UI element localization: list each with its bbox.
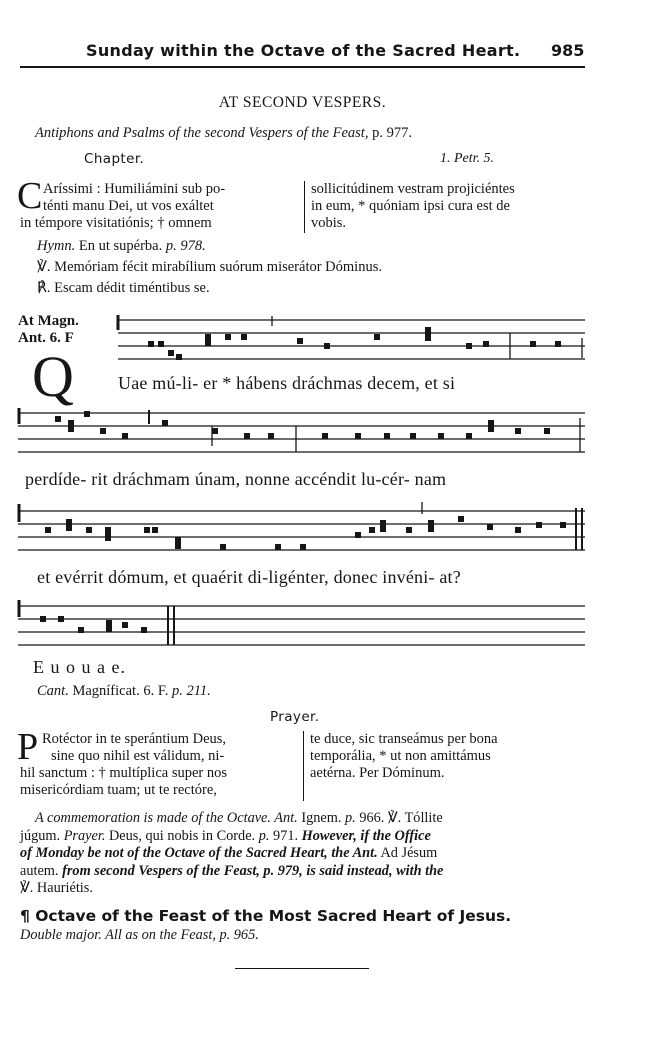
versicle-line: ℣. Memóriam fécit mirabílium suórum miserátor Dóminus. — [37, 259, 382, 275]
prayer-column-divider — [303, 731, 304, 801]
chapter-drop-cap: C — [17, 175, 43, 217]
header-rule — [20, 66, 585, 68]
chapter-right-column — [311, 181, 515, 232]
hymn-line: Hymn. En ut supérba. p. 978. — [37, 238, 206, 254]
chant-staff-4 — [0, 598, 653, 650]
chant-staff-3 — [0, 500, 653, 554]
octave-heading: ¶ Octave of the Feast of the Most Sacred Heart of Jesus. — [20, 907, 512, 925]
antiphon-label: At Magn. Ant. 6. F — [18, 313, 79, 346]
running-title: Sunday within the Octave of the Sacred Heart. — [86, 41, 521, 60]
prayer-heading: Prayer. — [270, 709, 320, 725]
prayer-left-line: misericórdiam tuam; ut te rectóre, — [20, 782, 217, 798]
prayer-right-line: temporália, * ut non amittámus — [310, 748, 491, 764]
commemoration-rubric: A commemoration is made of the Octave. Ant. Ignem. p. 966. ℣. Tóllite júgum. Prayer. Deus, qui nobis in Corde. p. 971. However, if the Office of Monday be not of the Octave of the Sacred Heart, the Ant. Ad Jésum autem. from second Vespers of the Feast, p. 979, is said instead, with the ℣. Hauriétis. — [20, 810, 444, 896]
response-line: ℟. Escam dédit timéntibus se. — [37, 280, 210, 296]
prayer-left-line: Rotéctor in te sperántium Deus, — [42, 731, 227, 747]
chapter-reference: 1. Petr. 5. — [440, 151, 495, 166]
chant-staff-2 — [0, 402, 653, 456]
prayer-left-line: sine quo nihil est válidum, ni- — [51, 748, 225, 764]
chapter-left-column — [20, 181, 225, 232]
prayer-right-line: aetérna. Per Dóminum. — [310, 765, 445, 781]
lyric-line: Uae mú-li- er * hábens dráchmas decem, et si — [118, 373, 456, 393]
section-title: AT SECOND VESPERS. — [218, 94, 387, 111]
chapter-left-line: in témpore visitatiónis; † omnem — [20, 215, 212, 231]
prayer-left-line: hil sanctum : † multíplica super nos — [20, 765, 228, 781]
chapter-column-divider — [304, 181, 305, 233]
chapter-heading: Chapter. — [84, 151, 145, 167]
double-major-line: Double major. All as on the Feast, p. 965. — [20, 927, 259, 943]
chapter-right-line: in eum, * quóniam ipsi cura est de — [311, 198, 510, 214]
evovae-line: E u o u a e. — [33, 657, 126, 677]
prayer-drop-cap: P — [17, 726, 39, 768]
intro-line: Antiphons and Psalms of the second Vespers of the Feast, p. 977. — [35, 125, 412, 141]
chapter-right-line: vobis. — [311, 215, 347, 231]
antiphon-initial: Q — [32, 344, 74, 409]
prayer-right-column — [310, 731, 498, 782]
lyric-line: et evérrit dómum, et quaérit di-ligénter, donec invéni- at? — [37, 567, 461, 587]
prayer-left-column — [20, 731, 227, 799]
chapter-left-line: Aríssimi : Humiliámini sub po- — [43, 181, 226, 197]
lyric-line: perdíde- rit dráchmam únam, nonne accéndit lu-cér- nam — [25, 469, 447, 489]
prayer-right-line: te duce, sic transeámus per bona — [310, 731, 498, 747]
chapter-right-line: sollicitúdinem vestram projiciéntes — [311, 181, 515, 197]
chapter-left-line: ténti manu Dei, ut vos exáltet — [43, 198, 214, 214]
closing-rule — [235, 968, 369, 969]
chant-staff-1 — [0, 312, 653, 362]
page-number: 985 — [551, 41, 585, 60]
canticle-line: Cant. Magníficat. 6. F. p. 211. — [37, 683, 211, 699]
